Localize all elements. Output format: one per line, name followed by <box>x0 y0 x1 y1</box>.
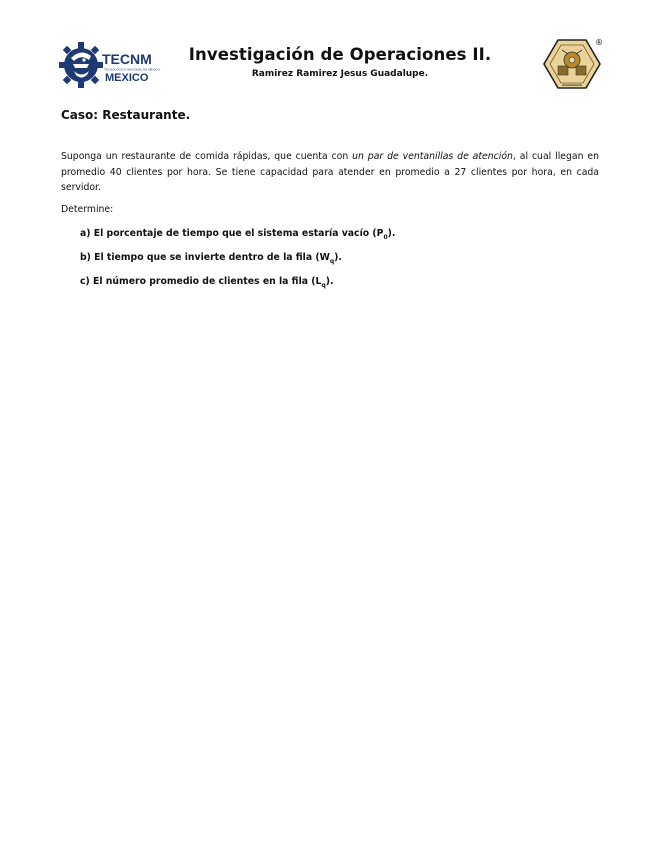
tecnm-logo <box>59 38 160 92</box>
question-b-end: ). <box>334 252 342 263</box>
question-c-text: c) El número promedio de clientes en la fila (L <box>80 276 322 287</box>
problem-text-after: , al cual llegan en promedio 40 clientes por hora. Se tiene capacidad para atender en promedio a 27 clientes por hora, en cada servidor. <box>61 151 600 194</box>
question-c-end: ). <box>325 276 334 287</box>
mexico-wordmark: MEXICO <box>105 72 149 84</box>
question-a-text: a) El porcentaje de tiempo que el sistema estaría vacío (P <box>80 228 384 239</box>
seal-icon <box>540 36 604 92</box>
problem-statement <box>61 149 599 196</box>
problem-text-italic: un par de ventanillas de atención <box>352 151 513 162</box>
tecnm-tagline: TECNOLÓGICO NACIONAL DE MÉXICO <box>104 67 160 72</box>
question-c-subscript: q <box>321 281 326 289</box>
case-title: Caso: Restaurante. <box>61 108 191 122</box>
tecnm-wordmark: TECNM <box>102 51 152 67</box>
question-a-subscript: 0 <box>383 233 388 241</box>
registered-mark: ® <box>595 38 603 47</box>
determine-label: Determine: <box>61 204 114 215</box>
question-a-end: ). <box>387 228 396 239</box>
problem-text-before: Suponga un restaurante de comida rápidas, que cuenta con <box>61 151 353 162</box>
question-b-text: b) El tiempo que se invierte dentro de la fila (W <box>80 252 330 263</box>
institution-seal-logo <box>540 36 604 92</box>
question-b-subscript: q <box>329 257 335 265</box>
document-title: Investigación de Operaciones II. <box>188 45 492 64</box>
author-name: Ramirez Ramirez Jesus Guadalupe. <box>251 69 429 79</box>
question-c <box>80 275 395 299</box>
tecnm-emblem-icon <box>59 38 160 92</box>
question-b <box>80 251 395 275</box>
question-a <box>80 227 395 251</box>
question-list <box>80 227 395 299</box>
